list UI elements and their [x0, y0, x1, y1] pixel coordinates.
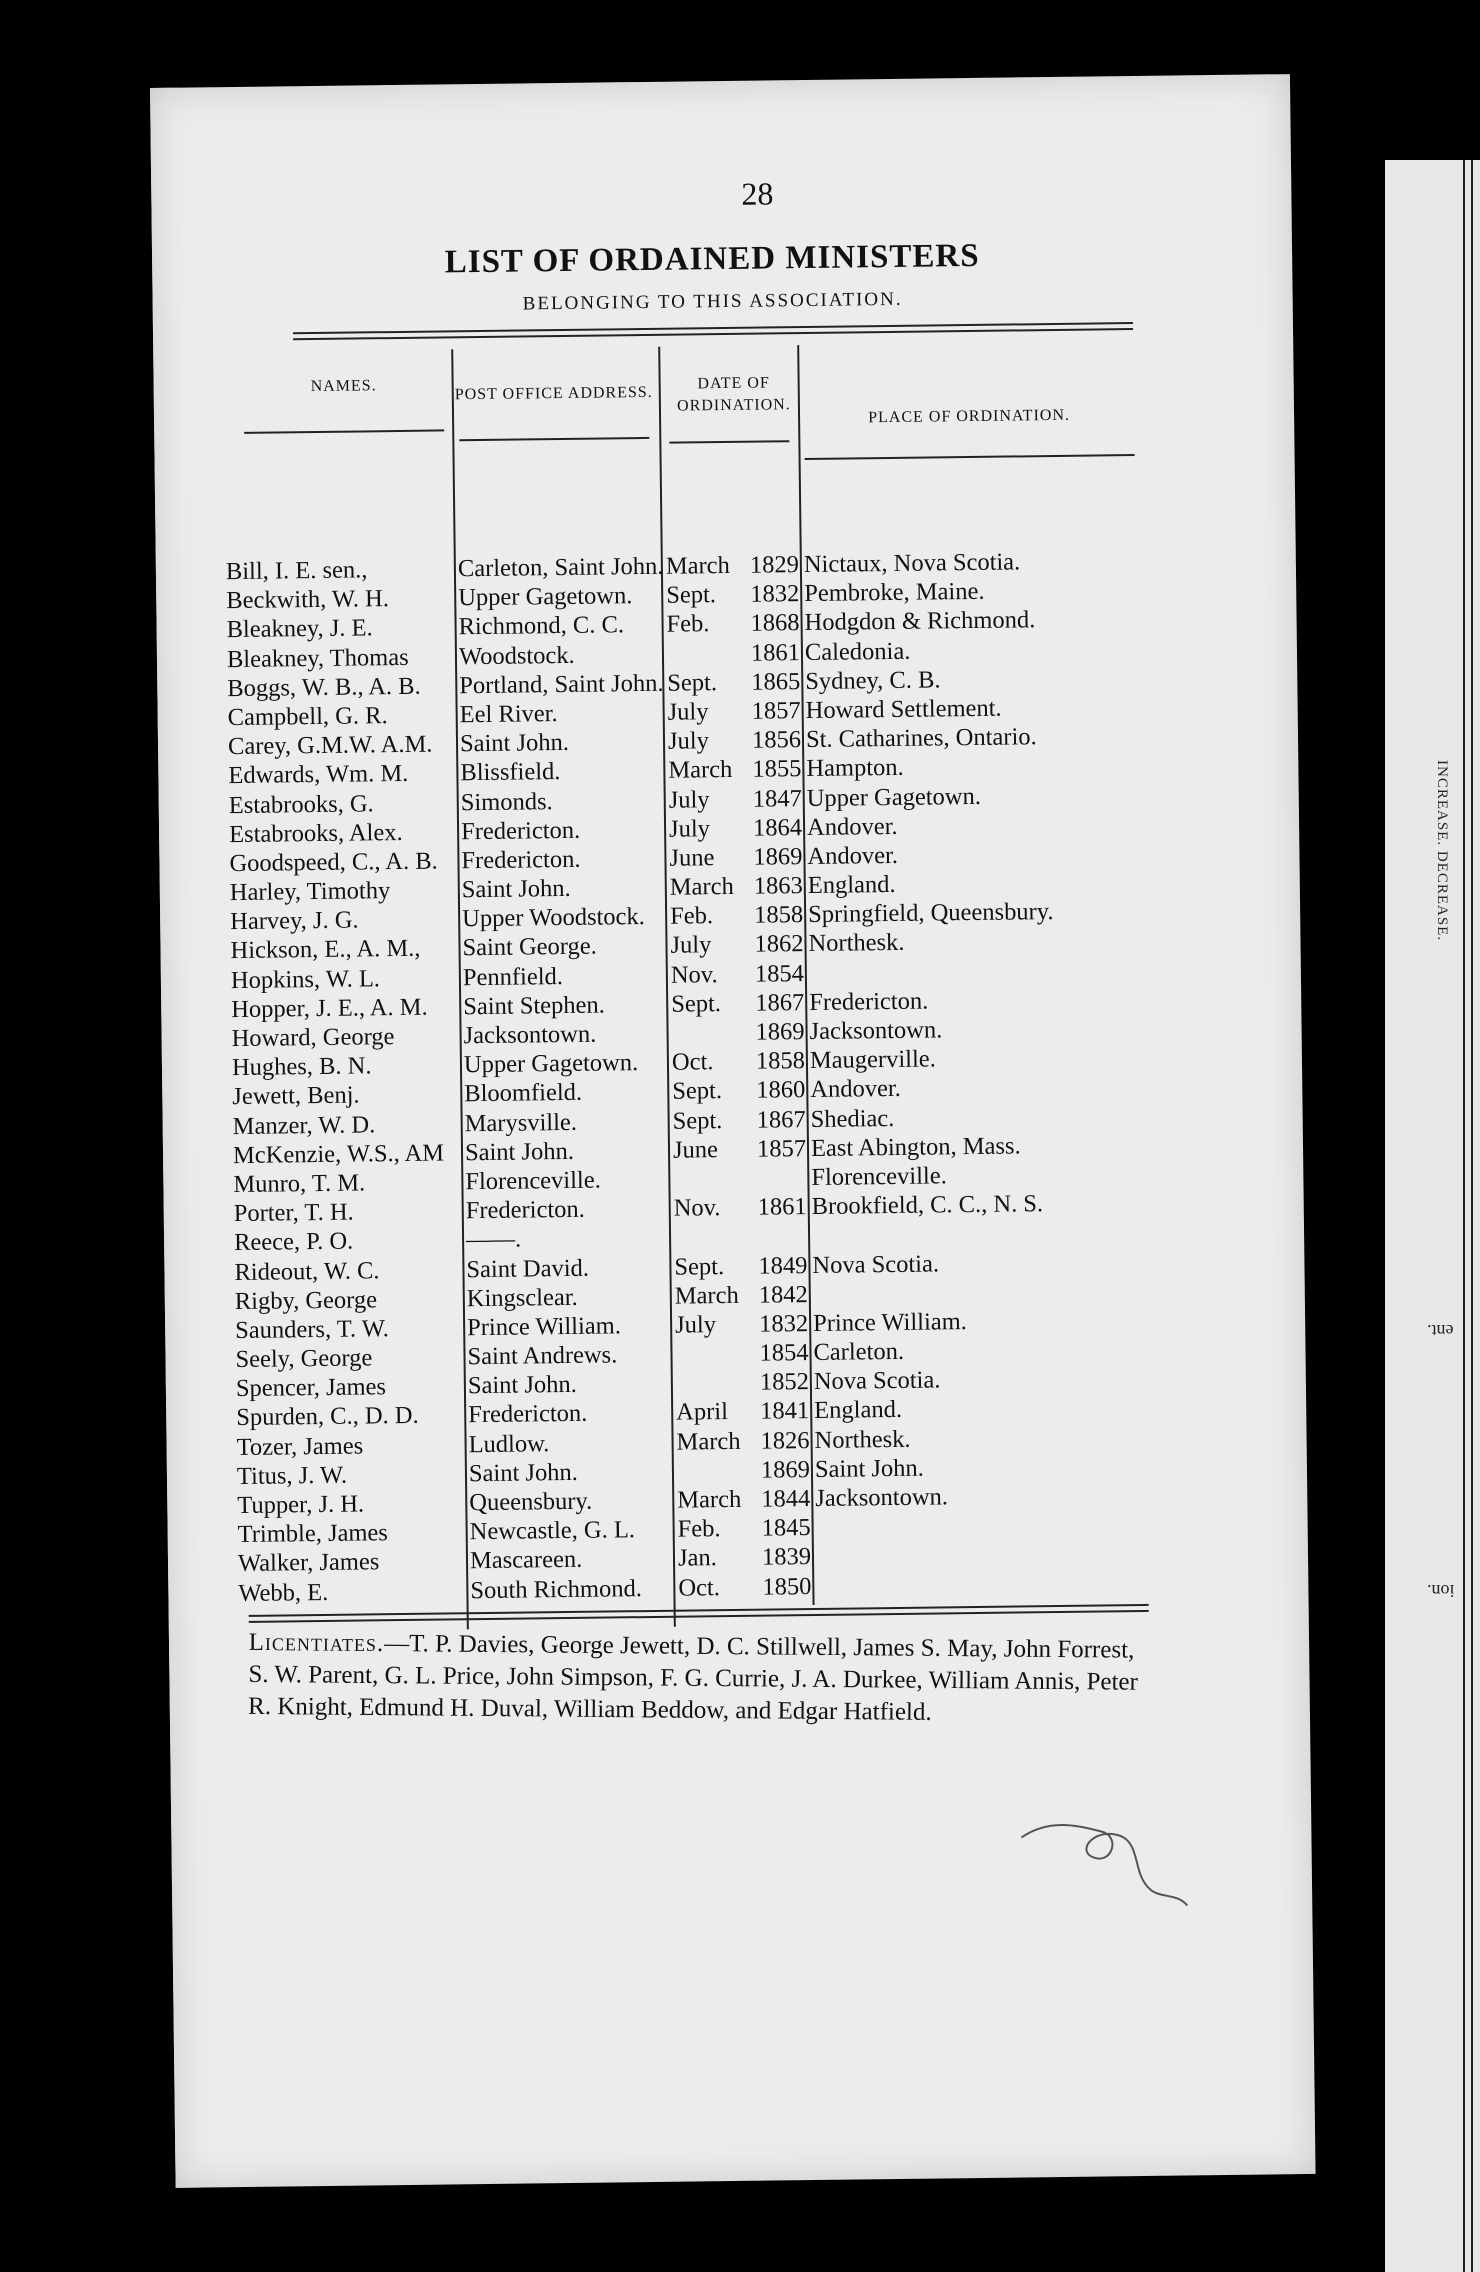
ordination-year: 1832	[750, 580, 800, 608]
ordination-year: 1869	[760, 1455, 811, 1484]
ordination-place	[813, 1277, 1059, 1309]
ordination-month	[674, 1222, 738, 1252]
ordination-month: Oct.	[678, 1573, 721, 1602]
ordination-place: Hodgdon & Richmond.	[804, 606, 1036, 637]
ordination-month: June	[669, 844, 715, 872]
adjacent-page	[1385, 160, 1480, 2272]
post-office-address: Eel River.	[459, 700, 558, 729]
minister-name: Tupper, J. H.	[237, 1490, 365, 1520]
ordination-month	[676, 1368, 740, 1398]
ordination-year: 1858	[755, 1047, 806, 1075]
minister-name: Spencer, James	[235, 1373, 387, 1403]
ordination-month: Oct.	[671, 1048, 714, 1076]
ordination-year: 1858	[753, 901, 804, 929]
rule	[244, 429, 444, 433]
ordination-month: Sept.	[672, 1106, 723, 1135]
ordination-year: 1867	[755, 988, 805, 1017]
ordination-month: March	[677, 1485, 742, 1514]
ordination-place: Nictaux, Nova Scotia.	[803, 548, 1021, 579]
ordination-place: Shediac.	[810, 1104, 895, 1133]
names-column	[226, 555, 450, 1608]
ordination-year: 1841	[760, 1397, 810, 1426]
minister-name: Porter, T. H.	[233, 1198, 354, 1228]
ordination-place: Hampton.	[806, 754, 904, 783]
ordination-year: 1861	[750, 638, 801, 667]
ordination-place	[809, 956, 1055, 988]
post-office-address: Saint John.	[459, 729, 570, 758]
ordination-place: East Abington, Mass.	[810, 1132, 1021, 1162]
minister-name: Harley, Timothy	[229, 877, 391, 907]
ordination-place: Jacksontown.	[809, 1016, 943, 1046]
minister-name: Hopkins, W. L.	[230, 964, 381, 994]
ordination-place: St. Catharines, Ontario.	[805, 723, 1037, 754]
minister-name: Jewett, Benj.	[232, 1081, 360, 1111]
post-office-address: Richmond, C. C.	[458, 611, 625, 641]
post-office-address: Blissfield.	[460, 758, 561, 787]
ordination-month: Sept.	[671, 989, 722, 1018]
pencil-scribble	[1011, 1795, 1212, 1917]
post-office-address: Fredericton.	[468, 1400, 588, 1429]
ordination-year: 1863	[753, 872, 803, 900]
ordination-month: July	[674, 1311, 717, 1339]
header-date-line1: DATE OF	[697, 374, 770, 393]
minister-name: Estabrooks, Alex.	[228, 818, 403, 848]
ordination-year: 1865	[751, 667, 801, 696]
minister-name: Hughes, B. N.	[231, 1052, 372, 1082]
licentiates-label: Licentiates.	[248, 1628, 385, 1658]
ordination-year: 1854	[759, 1339, 809, 1367]
minister-name: Campbell, G. R.	[227, 702, 388, 732]
ordination-month: Sept.	[667, 668, 718, 697]
minister-name: Beckwith, W. H.	[226, 585, 390, 615]
ordination-month: March	[668, 756, 733, 785]
ordination-month	[667, 639, 731, 669]
minister-name: Bleakney, Thomas	[226, 643, 409, 673]
post-office-address: Carleton, Saint John.	[457, 552, 664, 583]
minister-name: McKenzie, W.S., AM	[232, 1139, 445, 1169]
ordination-year: 1839	[761, 1543, 812, 1572]
minister-name: Seely, George	[235, 1344, 373, 1374]
ordination-year: 1868	[750, 609, 800, 638]
post-office-address: Kingsclear.	[466, 1283, 578, 1312]
ordination-year: 1852	[759, 1368, 810, 1396]
post-office-address: Saint Stephen.	[463, 991, 605, 1021]
ordination-year: 1847	[752, 784, 802, 813]
post-office-address: Fredericton.	[465, 1195, 585, 1225]
ordination-year: 1861	[757, 1193, 807, 1221]
minister-name: Spurden, C., D. D.	[236, 1402, 419, 1432]
ordination-year: 1850	[762, 1572, 812, 1601]
adjacent-page-fragment: ion.	[1427, 1581, 1455, 1601]
ordination-year: 1869	[755, 1018, 805, 1046]
post-office-address: Portland, Saint John.	[459, 669, 664, 700]
header-date-line2: ORDINATION.	[676, 396, 791, 415]
minister-name: Hickson, E., A. M.,	[230, 935, 421, 965]
ordination-month: July	[667, 698, 709, 726]
ordination-place: Upper Gagetown.	[806, 782, 982, 812]
minister-name: Carey, G.M.W. A.M.	[227, 730, 433, 761]
ordination-place: Pembroke, Maine.	[804, 578, 985, 608]
ordination-year: 1867	[756, 1105, 806, 1134]
ordination-month: Feb.	[669, 902, 714, 930]
post-office-address: Fredericton.	[461, 845, 581, 875]
ordination-place: England.	[807, 871, 896, 900]
minister-name: Estabrooks, G.	[228, 789, 374, 819]
ordination-place: Maugerville.	[809, 1045, 936, 1075]
header-place: PLACE OF ORDINATION.	[868, 406, 1071, 427]
post-office-address: Bloomfield.	[464, 1079, 583, 1108]
ordination-year: 1862	[754, 930, 804, 959]
ordination-place: Andover.	[810, 1075, 901, 1104]
page-title: LIST OF ORDAINED MINISTERS	[444, 237, 980, 281]
ordination-month: Sept.	[666, 581, 717, 609]
ordination-place: Northesk.	[808, 929, 905, 958]
post-office-address: Upper Gagetown.	[458, 582, 633, 612]
minister-name: Howard, George	[231, 1023, 395, 1053]
ordination-place: Carleton.	[813, 1337, 905, 1367]
ordination-year: 1864	[752, 813, 803, 842]
ordination-month: March	[674, 1281, 739, 1310]
ordination-place	[816, 1539, 1062, 1571]
ordination-year: 1826	[760, 1426, 810, 1455]
minister-name: Hopper, J. E., A. M.	[231, 993, 428, 1023]
post-office-address: Saint John.	[461, 874, 571, 904]
ordination-year: 1844	[761, 1485, 811, 1513]
ordination-month: July	[668, 814, 711, 843]
ordination-year: 1854	[754, 959, 805, 988]
minister-name: Munro, T. M.	[233, 1169, 366, 1198]
post-office-address: Fredericton.	[460, 816, 581, 845]
adjacent-page-fragment: ent.	[1427, 1321, 1454, 1341]
minister-name: Bill, I. E. sen.,	[225, 556, 368, 586]
ordination-place: Andover.	[806, 812, 898, 841]
ordination-month	[673, 1164, 737, 1194]
ordination-year: 1856	[751, 726, 802, 754]
minister-name: Rideout, W. C.	[234, 1256, 380, 1286]
ordination-month: Feb.	[677, 1515, 721, 1543]
post-office-address: Newcastle, G. L.	[469, 1516, 636, 1546]
ordination-month: July	[667, 727, 710, 755]
ordination-month: June	[672, 1135, 719, 1164]
post-office-address: Woodstock.	[458, 641, 575, 670]
rule	[669, 440, 789, 443]
post-office-address: Pennfield.	[462, 962, 564, 991]
ordination-place: Sydney, C. B.	[805, 666, 941, 695]
ordination-year: 1855	[752, 755, 802, 784]
ordination-month: Nov.	[673, 1194, 721, 1222]
post-office-address: Mascareen.	[469, 1546, 583, 1575]
month-column	[666, 551, 743, 1602]
post-office-address: South Richmond.	[470, 1574, 643, 1604]
minister-name: Edwards, Wm. M.	[228, 760, 409, 790]
post-office-address: Saint John.	[467, 1371, 577, 1400]
ordination-place: Andover.	[807, 841, 899, 870]
page-number: 28	[741, 175, 774, 212]
licentiates-paragraph	[248, 1627, 1149, 1731]
minister-name: Goodspeed, C., A. B.	[229, 847, 438, 877]
minister-name: Walker, James	[237, 1548, 380, 1578]
ordination-month	[677, 1456, 741, 1486]
post-office-address: Upper Gagetown.	[463, 1049, 639, 1079]
post-office-address: Saint Andrews.	[467, 1341, 618, 1371]
minister-name: Boggs, W. B., A. B.	[227, 672, 421, 702]
minister-name: Saunders, T. W.	[235, 1315, 389, 1344]
post-office-address: Saint John.	[468, 1458, 579, 1488]
ordination-month: Nov.	[670, 960, 718, 989]
ordination-year: 1869	[753, 842, 803, 871]
ordination-year: 1857	[751, 697, 801, 725]
ordination-year	[748, 1163, 806, 1193]
ordination-year: 1845	[761, 1514, 811, 1542]
post-office-address: Saint George.	[462, 933, 597, 962]
ordination-year: 1842	[758, 1280, 808, 1309]
document-page	[150, 74, 1316, 2188]
ordination-month: Feb.	[666, 610, 710, 639]
post-office-address: Saint John.	[464, 1137, 575, 1166]
post-office-address: Florenceville.	[465, 1166, 601, 1196]
ordination-place: Brookfield, C. C., N. S.	[811, 1190, 1044, 1221]
ordination-month: March	[676, 1427, 741, 1456]
minister-name: Manzer, W. D.	[232, 1110, 376, 1140]
ordination-month	[675, 1339, 739, 1369]
ordination-place: Northesk.	[814, 1425, 911, 1454]
adjacent-page-vertical-text: INCREASE. DECREASE.	[1434, 760, 1450, 942]
ordination-place: Howard Settlement.	[805, 694, 1002, 724]
post-office-address: Marysville.	[464, 1108, 578, 1137]
place-column	[804, 547, 1062, 1601]
minister-name: Webb, E.	[238, 1578, 329, 1607]
rule	[249, 1610, 1149, 1623]
ordination-year	[749, 1221, 807, 1251]
header-address: POST OFFICE ADDRESS.	[454, 383, 653, 404]
ordination-month: Sept.	[674, 1252, 725, 1281]
rule	[459, 437, 649, 441]
address-column	[458, 552, 676, 1605]
minister-name: Reece, P. O.	[233, 1227, 354, 1257]
ordination-month: April	[676, 1398, 729, 1427]
ordination-month	[671, 1018, 735, 1048]
licentiates-text: —T. P. Davies, George Jewett, D. C. Stillwell, James S. May, John Forrest, S. W. Parent, G. L. Price, John Simpson, F. G. Currie, J. A. Durkee, William Annis, Peter R. Knight, Edmund H. Duval, William Beddow, and Edgar Hatfield.	[247, 1630, 1139, 1726]
ordination-month: Jan.	[677, 1544, 717, 1573]
post-office-address: ——.	[465, 1225, 522, 1254]
ordination-place: Fredericton.	[809, 987, 929, 1016]
ordination-month: Sept.	[672, 1077, 723, 1106]
rule	[805, 454, 1135, 460]
minister-name: Harvey, J. G.	[230, 906, 359, 936]
page-subtitle: BELONGING TO THIS ASSOCIATION.	[522, 288, 903, 315]
ordination-place: Springfield, Queensbury.	[807, 898, 1054, 929]
ordination-year: 1860	[756, 1076, 806, 1105]
post-office-address: Upper Woodstock.	[462, 903, 645, 933]
header-names: NAMES.	[310, 377, 377, 396]
ordination-place: Florenceville.	[811, 1162, 947, 1191]
ordination-year: 1857	[756, 1134, 807, 1163]
ordination-month: July	[668, 785, 710, 814]
adjacent-page-rule	[1463, 160, 1465, 2272]
ordination-place	[812, 1218, 1058, 1250]
ordination-place: Caledonia.	[804, 637, 911, 666]
ordination-place: Nova Scotia.	[812, 1249, 940, 1279]
ordination-month: March	[669, 872, 734, 901]
minister-name: Rigby, George	[234, 1286, 378, 1315]
post-office-address: Simonds.	[460, 787, 553, 816]
ordination-place	[816, 1569, 1062, 1601]
post-office-address: Ludlow.	[468, 1429, 550, 1458]
post-office-address: Queensbury.	[469, 1487, 593, 1517]
ordination-place	[815, 1510, 1061, 1542]
post-office-address: Jacksontown.	[463, 1020, 597, 1050]
ordination-place: Prince William.	[812, 1307, 967, 1337]
ordination-place: England.	[814, 1396, 903, 1425]
minister-name: Tozer, James	[236, 1432, 364, 1461]
ordination-month: March	[665, 551, 730, 580]
ordination-place: Jacksontown.	[815, 1483, 949, 1512]
ordination-place: Saint John.	[814, 1454, 924, 1483]
post-office-address: Saint David.	[466, 1254, 590, 1283]
minister-name: Titus, J. W.	[236, 1461, 348, 1490]
ordination-year: 1849	[758, 1251, 808, 1280]
ordination-month: July	[670, 931, 712, 960]
ordination-year: 1832	[758, 1309, 809, 1338]
post-office-address: Prince William.	[467, 1312, 622, 1342]
ordination-year: 1829	[749, 551, 800, 579]
adjacent-page-rule	[1471, 160, 1473, 2272]
minister-name: Bleakney, J. E.	[226, 614, 373, 644]
ordination-place: Nova Scotia.	[813, 1366, 941, 1396]
header-date	[669, 372, 800, 418]
minister-name: Trimble, James	[237, 1519, 389, 1549]
